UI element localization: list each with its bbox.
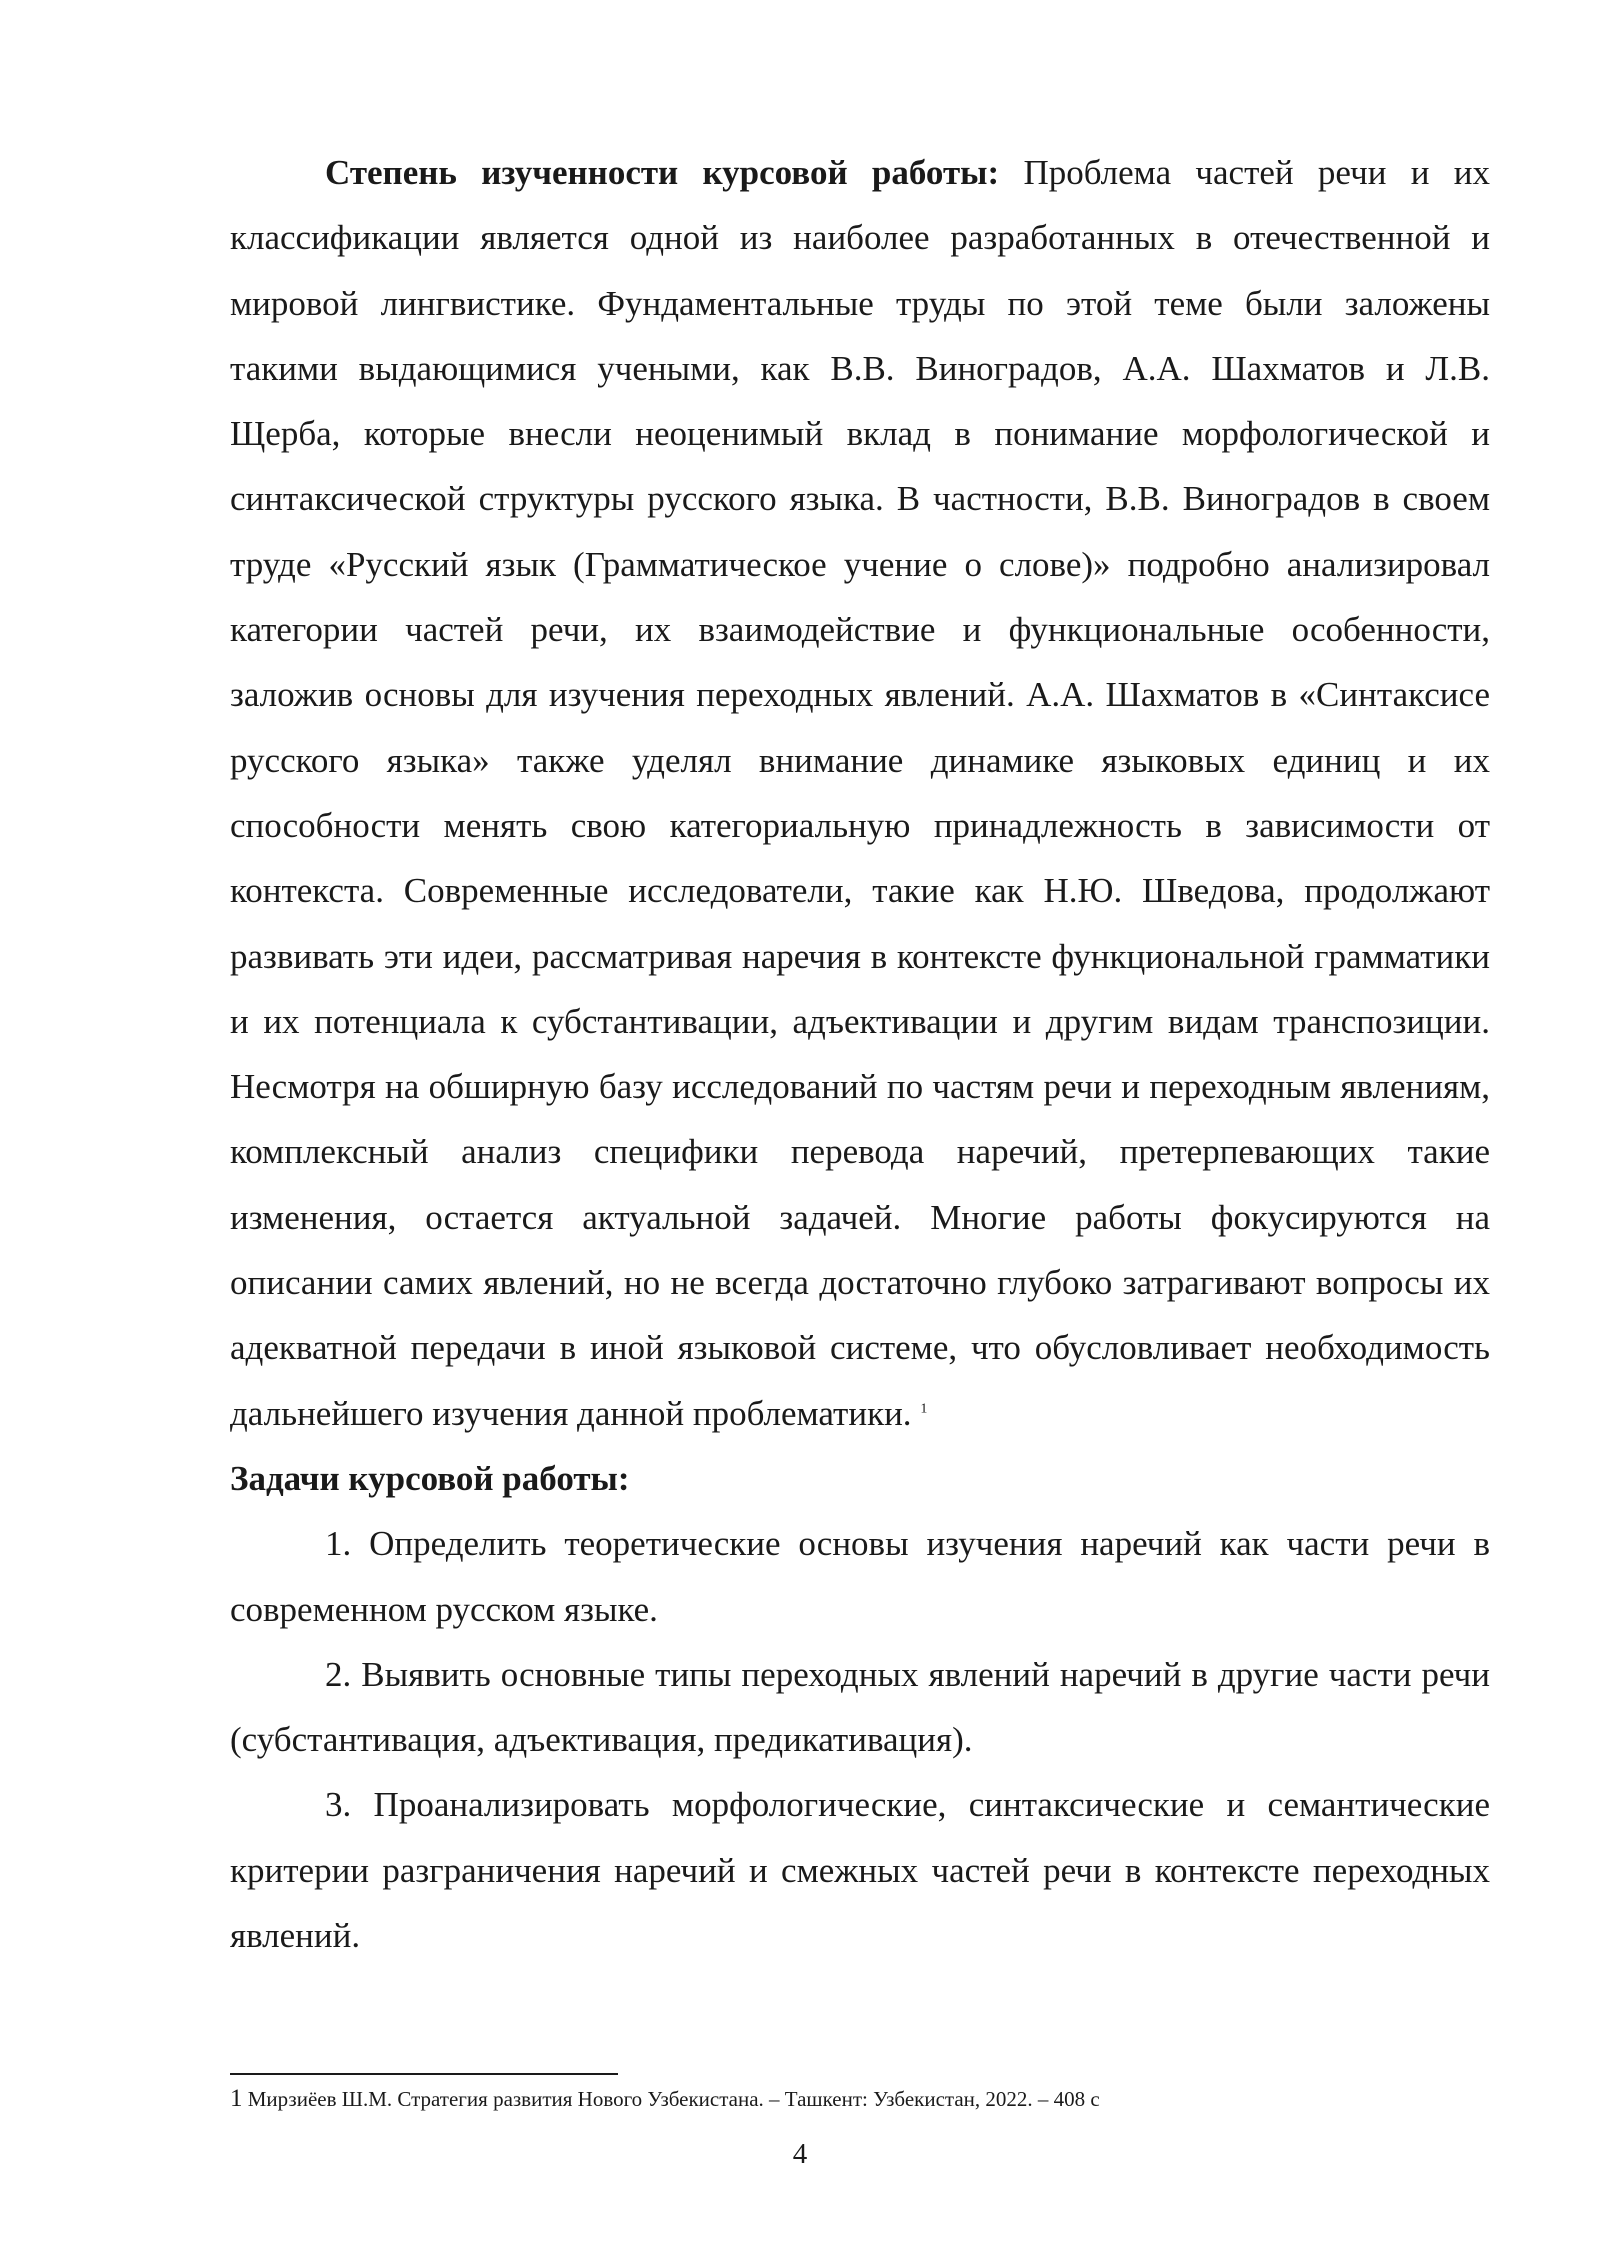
footnote (230, 2084, 1490, 2114)
page-number: 4 (792, 2138, 808, 2170)
footnote-number: 1 (230, 2085, 243, 2112)
task-item-1: 1. Определить теоретические основы изучения наречий как части речи в современном русском языке. (230, 1524, 1490, 1629)
study-degree-lead: Степень изученности курсовой работы: (325, 153, 1000, 192)
task-item-3: 3. Проанализировать морфологические, синтаксические и семантические критерии разграничения наречий и смежных частей речи в контексте переходных явлений. (230, 1785, 1490, 1956)
study-degree-paragraph (230, 140, 1490, 1446)
footnote-text: Мирзиёев Ш.М. Стратегия развития Нового Узбекистана. – Ташкент: Узбекистан, 2022. – 408 с (242, 2087, 1100, 2111)
footnote-separator (230, 2073, 618, 2075)
document-body (230, 140, 1490, 1968)
tasks-heading: Задачи курсовой работы: (230, 1458, 630, 1498)
task-item-2: 2. Выявить основные типы переходных явлений наречий в другие части речи (субстантивация, адъективация, предикативация). (230, 1654, 1490, 1760)
footnote-reference[interactable]: 1 (920, 1400, 928, 1416)
study-degree-text: Проблема частей речи и их классификации является одной из наиболее разработанных в отечественной и мировой лингвистике. Фундаментальные труды по этой теме были заложены такими выдающимися учеными, как В.В. Виноградов, А.А. Шахматов и Л.В. Щерба, которые внесли неоценимый вклад в понимание морфологической и синтаксической структуры русского языка. В частности, В.В. Виноградов в своем труде «Русский язык (Грамматическое учение о слове)» подробно анализировал категории частей речи, их взаимодействие и функциональные особенности, заложив основы для изучения переходных явлений. А.А. Шахматов в «Синтаксисе русского языка» также уделял внимание динамике языковых единиц и их способности менять свою категориальную принадлежность в зависимости от контекста. Современные исследователи, такие как Н.Ю. Шведова, продолжают развивать эти идеи, рассматривая наречия в контексте функциональной грамматики и их потенциала к субстантивации, адъективации и другим видам транспозиции. Несмотря на обширную базу исследований по частям речи и переходным явлениям, комплексный анализ специфики перевода наречий, претерпевающих такие изменения, остается актуальной задачей. Многие работы фокусируются на описании самих явлений, но не всегда достаточно глубоко затрагивают вопросы их адекватной передачи в иной языковой системе, что обусловливает необходимость дальнейшего изучения данной проблематики. (230, 153, 1490, 1433)
